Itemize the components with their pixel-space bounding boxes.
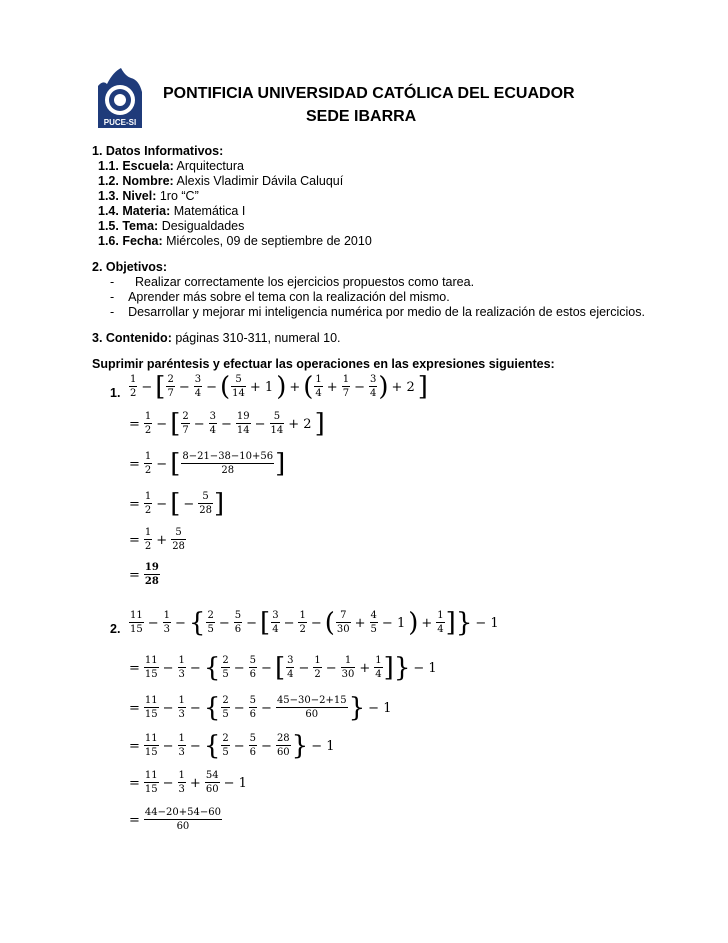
datos-item-fecha: 1.6. Fecha: Miércoles, 09 de septiembre de 2010 — [98, 234, 372, 248]
objetivo-item: - Desarrollar y mejorar mi inteligencia numérica por medio de la realización de estos ejercicios. — [110, 305, 645, 319]
objetivo-item: - Aprender más sobre el tema con la realización del mismo. — [110, 290, 450, 304]
ex2-line5: = $\frac{11}{15}$ − $\frac{1}{3}$ + $\frac{54}{60}$ − 1 — [129, 770, 247, 795]
datos-item-materia: 1.4. Materia: Matemática I — [98, 204, 246, 218]
datos-item-tema: 1.5. Tema: Desigualdades — [98, 219, 245, 233]
objetivo-item: - Realizar correctamente los ejercicios propuestos como tarea. — [110, 275, 475, 289]
exercise-1-number: 1. — [110, 386, 121, 400]
datos-heading: 1. Datos Informativos: — [92, 144, 224, 158]
ex1-result: = $\frac{19}{28}$ — [129, 562, 159, 587]
ex1-line2: = $\frac{1}{2}$ − [ 2 7 − $\frac{3}{4}$ − $\frac{19}{14}$ − $\frac{5}{14}$ + 2 ] — [129, 409, 325, 439]
ex2-line1: 11 15 − $\frac{1}{3}$ − { 2 5 − $\frac{5}{6}$ − [ 3 4 − $\frac{1}{2}$ − ( 7 30 + $\frac{4}{5}$ − 1 ) + $\frac{1}{4}$ ] } − 1 — [130, 608, 499, 638]
objetivos-heading: 2. Objetivos: — [92, 260, 168, 274]
ex1-line5: = $\frac{1}{2}$ + $\frac{5}{28}$ — [129, 527, 185, 552]
ex1-line4: = $\frac{1}{2}$ − [ − $\frac{5}{28}$ ] — [129, 489, 225, 519]
logo-text: PUCE-SI — [103, 118, 137, 127]
ex2-line2: = $\frac{11}{15}$ − $\frac{1}{3}$ − { 2 5 − $\frac{5}{6}$ − [ 3 4 − $\frac{1}{2}$ − $\frac{1}{30}$ + $\frac{1}{4}$ ] } − 1 — [129, 653, 437, 683]
ex2-line6: = $\frac{44-20+54-60}{60}$ — [129, 807, 221, 832]
institution-title: PONTIFICIA UNIVERSIDAD CATÓLICA DEL ECUADOR — [163, 85, 575, 102]
datos-item-escuela: 1.1. Escuela: Arquitectura — [98, 159, 244, 173]
contenido: 3. Contenido: páginas 310-311, numeral 10. — [92, 331, 341, 345]
university-logo — [95, 66, 145, 134]
instruction: Suprimir paréntesis y efectuar las operaciones en las expresiones siguientes: — [92, 357, 555, 371]
exercise-2-number: 2. — [110, 622, 121, 636]
campus-title: SEDE IBARRA — [306, 108, 417, 125]
datos-item-nombre: 1.2. Nombre: Alexis Vladimir Dávila Caluquí — [98, 174, 344, 188]
datos-item-nivel: 1.3. Nivel: 1ro “C” — [98, 189, 199, 203]
ex1-line1: 1 2 − [ 2 7 − $\frac{3}{4}$ − ( 5 14 + 1 ) + ( 1 4 + $\frac{1}{7}$ − $\frac{3}{4}$ ) + 2 ] — [130, 372, 428, 402]
ex2-line4: = $\frac{11}{15}$ − $\frac{1}{3}$ − { 2 5 − $\frac{5}{6}$ − $\frac{28}{60}$ } − 1 — [129, 731, 335, 761]
ex2-line3: = $\frac{11}{15}$ − $\frac{1}{3}$ − { 2 5 − $\frac{5}{6}$ − $\frac{45-30-2+15}{60}$ } − 1 — [129, 693, 392, 723]
ex1-line3: = $\frac{1}{2}$ − [ 8−21−38−10+56 28 ] — [129, 449, 286, 479]
